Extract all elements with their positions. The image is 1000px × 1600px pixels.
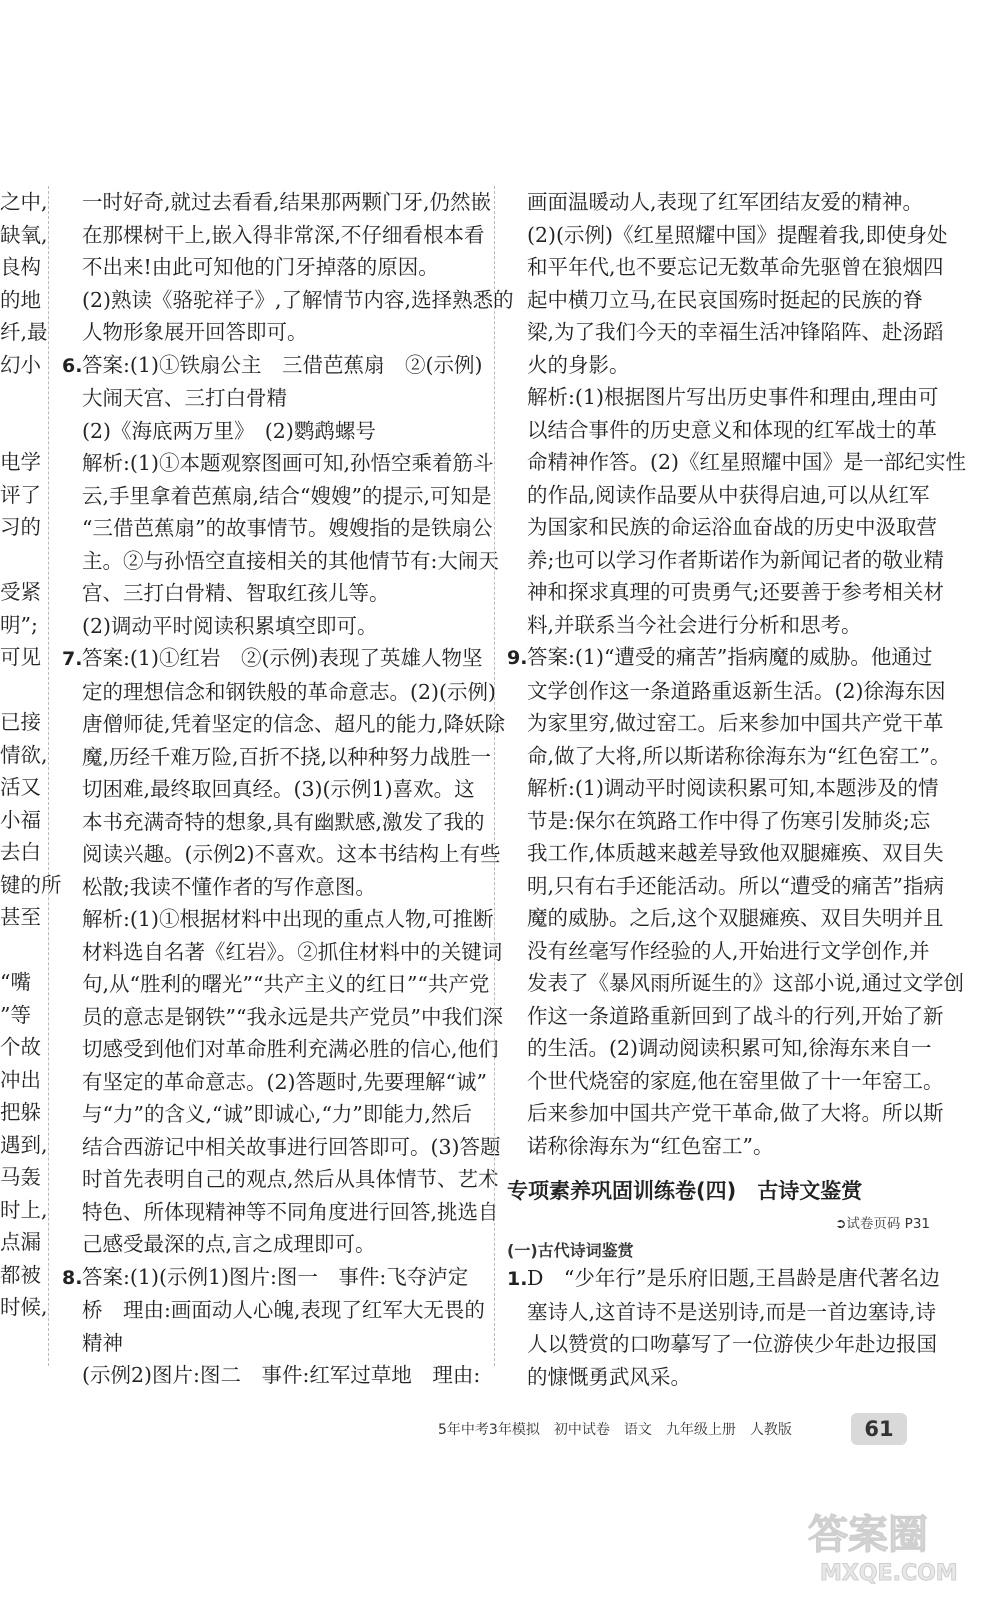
text-line (62, 251, 487, 284)
text-line (62, 642, 487, 676)
fragment-line (0, 414, 40, 447)
column-divider (48, 186, 49, 1366)
watermark-logo (800, 1500, 990, 1590)
line-text: 定的理想信念和钢铁般的革命意志。(2)(示例) (82, 679, 497, 704)
text-line (62, 773, 487, 806)
fragment-line: 已接 (0, 710, 41, 734)
line-text: 的生活。(2)调动阅读积累可知,徐海东来自一 (527, 1036, 932, 1060)
text-line (507, 479, 937, 512)
line-text: 料,并联系当今社会进行分析和思考。 (527, 612, 862, 637)
line-text: 阅读兴趣。(示例2)不喜欢。这本书结构上有些 (82, 842, 501, 866)
line-text: 本书充满奇特的想象,具有幽默感,激发了我的 (82, 809, 485, 834)
text-line (62, 1228, 487, 1261)
line-text: 不出来!由此可知他的门牙掉落的原因。 (82, 255, 439, 279)
fragment-line: 评了 (0, 482, 41, 507)
fragment-line: 之中, (0, 190, 48, 214)
text-line (507, 772, 937, 805)
watermark-line2: MXQE.COM (820, 1561, 958, 1586)
line-text: 我工作,体质越来越差导致他双腿瘫痪、双目失 (527, 841, 944, 865)
line-text: (2)熟读《骆驼祥子》,了解情节内容,选择熟悉的 (82, 287, 514, 312)
line-text: 答案:(1)“遭受的痛苦”指病魔的威胁。他通过 (527, 645, 933, 669)
text-line (507, 935, 937, 968)
question-number: 9. (507, 647, 528, 669)
line-text: 人以赞赏的口吻摹写了一位游侠少年赴边报国 (527, 1332, 937, 1356)
line-text: 为国家和民族的命运浴血奋战的历史中汲取营 (527, 515, 937, 539)
text-line (507, 1296, 937, 1329)
text-line (62, 1163, 499, 1196)
fragment-line: 时候, (0, 1295, 48, 1319)
text-line (507, 219, 948, 252)
text-line (507, 511, 937, 544)
line-text: 解析:(1)①本题观察图画可知,孙悟空乘着筋斗 (82, 451, 494, 475)
answer-column-left (62, 186, 514, 1392)
fragment-line: 受紧 (0, 580, 41, 604)
line-text: 画面温暖动人,表现了红军团结友爱的精神。 (527, 190, 924, 214)
text-line (62, 903, 494, 936)
text-line (62, 1098, 487, 1131)
text-line (62, 676, 497, 709)
line-text: 特色、所体现精神等不同角度进行回答,挑选自 (82, 1199, 499, 1224)
line-text: 桥 理由:画面动人心魄,表现了红军大无畏的 (82, 1298, 485, 1322)
text-line (62, 186, 492, 219)
line-text: 魔的威胁。之后,这个双腿瘫痪、双目失明并且 (527, 906, 944, 930)
text-line (507, 641, 937, 675)
text-line (62, 871, 487, 904)
line-text: 人物形象展开回答即可。 (82, 320, 308, 344)
text-line (507, 446, 967, 479)
line-text: 切感受到他们对革命胜利充满必胜的信心,他们 (82, 1037, 499, 1061)
text-line (62, 1033, 499, 1066)
text-line (62, 480, 492, 513)
question-number: 6. (62, 354, 83, 377)
text-line (62, 219, 487, 252)
line-text: “三借芭蕉扇”的故事情节。嫂嫂指的是铁扇公 (82, 516, 493, 540)
text-line (62, 1261, 487, 1295)
line-text: 员的意志是钢铁”“我永远是共产党员”中我们深 (82, 1004, 503, 1029)
text-line (62, 415, 487, 448)
fragment-line: 键的所 (0, 872, 62, 897)
fragment-line (0, 674, 40, 707)
text-line (507, 381, 937, 414)
column-divider (494, 186, 495, 1366)
text-line (62, 741, 492, 774)
fragment-line: 活又 (0, 775, 41, 799)
text-line (507, 284, 937, 317)
line-text: 文学创作这一条道路重返新生活。(2)徐海东因 (527, 678, 946, 703)
line-text: 后来参加中国共产党干革命,做了大将。所以斯 (527, 1101, 944, 1125)
line-text: 大闹天宫、三打白骨精 (82, 386, 287, 410)
text-line (507, 1130, 937, 1163)
fragment-line: 可见 (0, 645, 41, 669)
text-line (507, 1328, 937, 1361)
line-text: 与“力”的含义,“诚”即诚心,“力”即能力,然后 (82, 1102, 472, 1126)
question-number: 1. (507, 1268, 528, 1290)
line-text: 切困难,最终取回真经。(3)(示例1)喜欢。这 (82, 777, 475, 801)
text-line (62, 1131, 501, 1164)
line-text: 结合西游记中相关故事进行回答即可。(3)答题 (82, 1134, 501, 1159)
text-line (62, 316, 487, 349)
fragment-line: ”等 (0, 1002, 31, 1027)
text-line (507, 1361, 932, 1394)
text-line (507, 1262, 940, 1296)
line-text: 命,做了大将,所以斯诺称徐海东为“红色窑工”。 (527, 743, 951, 768)
line-text: 解析:(1)调动平时阅读积累可知,本题涉及的情 (527, 776, 939, 800)
text-line (62, 838, 501, 871)
line-text: 有坚定的革命意志。(2)答题时,先要理解“诚” (82, 1069, 488, 1094)
fragment-line: 电学 (0, 450, 41, 474)
fragment-line: 甚至 (0, 905, 41, 929)
line-text: 个世代烧窑的家庭,他在窑里做了十一年窑工。 (527, 1068, 944, 1093)
text-line (507, 576, 944, 609)
fragment-line: 把躲 (0, 1100, 41, 1124)
text-line (507, 316, 944, 349)
line-text: 作这一条道路重新回到了战斗的行列,开始了新 (527, 1003, 944, 1028)
line-text: 答案:(1)①红岩 ②(示例)表现了英雄人物坚 (82, 646, 483, 670)
text-line (62, 968, 490, 1001)
line-text: 梁,为了我们今天的幸福生活冲锋陷阵、赴汤蹈 (527, 320, 944, 344)
line-text: 主。②与孙悟空直接相关的其他情节有:大闹天 (82, 548, 499, 573)
text-line (62, 936, 503, 969)
text-line (507, 1065, 944, 1098)
text-line (507, 707, 944, 740)
text-line (62, 1359, 487, 1392)
question-1-answer (507, 1262, 940, 1393)
fragment-line: 时上, (0, 1197, 48, 1222)
text-line (62, 284, 514, 317)
line-text: 以结合事件的历史意义和体现的红军战士的革 (527, 417, 937, 442)
text-line (507, 251, 944, 284)
fragment-line: 良构 (0, 255, 41, 279)
line-text: 发表了《暴风雨所诞生的》这部小说,通过文学创 (527, 971, 965, 995)
text-line (507, 870, 944, 903)
line-text: 没有丝毫写作经验的人,开始进行文学创作,并 (527, 938, 930, 963)
line-text: 宫、三打白骨精、智取红孩儿等。 (82, 581, 390, 605)
line-text: 时首先表明自己的观点,然后从具体情节、艺术 (82, 1167, 499, 1191)
fragment-line: 习的 (0, 515, 41, 539)
sub-heading: (一)古代诗词鉴赏 (507, 1241, 634, 1260)
text-line (507, 967, 965, 1000)
page-reference: ➲试卷页码 P31 (835, 1216, 930, 1232)
question-number: 7. (62, 648, 83, 670)
text-line (62, 545, 499, 578)
line-text: (2)《海底两万里》 (2)鹦鹉螺号 (82, 418, 376, 443)
text-line (507, 414, 937, 447)
fragment-line: 缺氧, (0, 222, 48, 247)
text-line (507, 609, 937, 642)
line-text: 在那棵树干上,嵌入得非常深,不仔细看根本看 (82, 222, 485, 247)
line-text: 一时好奇,就过去看看,结果那两颗门牙,仍然嵌 (82, 190, 492, 214)
text-line (507, 740, 951, 773)
line-text: 解析:(1)①根据材料中出现的重点人物,可推断 (82, 907, 494, 931)
line-text: 答案:(1)①铁扇公主 三借芭蕉扇 ②(示例) (82, 352, 483, 377)
line-text: 和平年代,也不要忘记无数革命先驱曾在狼烟四 (527, 255, 944, 279)
footer-book-info: 5年中考3年模拟 初中试卷 语文 九年级上册 人教版 (438, 1422, 792, 1438)
line-text: 材料选自名著《红岩》。②抓住材料中的关键词 (82, 939, 503, 964)
text-line (507, 805, 937, 838)
line-text: 节是:保尔在筑路工作中得了伤寒引发肺炎;忘 (527, 808, 931, 833)
fragment-line: “嘴 (0, 970, 31, 994)
fragment-line (0, 381, 40, 414)
text-line (62, 447, 494, 480)
line-text: 句,从“胜利的曙光”“共产主义的红日”“共产党 (82, 972, 490, 996)
fragment-line: 纤,最 (0, 320, 48, 344)
line-text: 己感受最深的点,言之成理即可。 (82, 1232, 376, 1256)
fragment-line: 的地 (0, 287, 41, 312)
fragment-line: 马轰 (0, 1165, 41, 1189)
fragment-line (0, 934, 40, 967)
line-text: 解析:(1)根据图片写出历史事件和理由,理由可 (527, 385, 939, 409)
line-text: 的慷慨勇武风采。 (527, 1364, 691, 1389)
line-text: (2)(示例)《红星照耀中国》提醒着我,即使身处 (527, 222, 948, 247)
line-text: 神和探求真理的可贵勇气;还要善于参考相关材 (527, 580, 944, 604)
line-text: 精神 (82, 1330, 123, 1355)
fragment-line: 幻小 (0, 352, 41, 377)
text-line (62, 349, 487, 383)
text-line (62, 1196, 499, 1229)
line-text: 松散;我读不懂作者的写作意图。 (82, 874, 376, 899)
line-text: 明,只有右手还能活动。所以“遭受的痛苦”指病 (527, 873, 944, 898)
fragment-line: 遇到, (0, 1132, 48, 1157)
text-line (507, 837, 944, 870)
line-text: 答案:(1)(示例1)图片:图一 事件:飞夺泸定 (82, 1264, 469, 1289)
fragment-line: 去白 (0, 840, 41, 864)
line-text: 为家里穷,做过窑工。后来参加中国共产党干革 (527, 711, 944, 735)
line-text: 起中横刀立马,在民哀国殇时挺起的民族的脊 (527, 287, 924, 312)
left-page-fragment (0, 186, 62, 1324)
text-line (62, 382, 487, 415)
fragment-line: 小福 (0, 807, 41, 832)
line-text: 魔,历经千难万险,百折不挠,以种种努力战胜一 (82, 744, 492, 769)
section-heading: 专项素养巩固训练卷(四) 古诗文鉴赏 (507, 1179, 863, 1203)
fragment-line (0, 544, 40, 577)
line-text: (2)调动平时阅读积累填空即可。 (82, 613, 378, 638)
text-line (62, 1066, 487, 1099)
fragment-line: 明”; (0, 612, 38, 637)
line-text: 诺称徐海东为“红色窑工”。 (527, 1133, 774, 1158)
watermark-line1: 答案圈 (808, 1512, 928, 1558)
text-line (62, 708, 506, 741)
text-line (507, 1097, 944, 1130)
question-number: 8. (62, 1266, 83, 1289)
line-text: 云,手里拿着芭蕉扇,结合“嫂嫂”的提示,可知是 (82, 483, 492, 508)
line-text: 塞诗人,这首诗不是送别诗,而是一首边塞诗,诗 (527, 1299, 937, 1324)
text-line (62, 610, 487, 643)
page-number: 61 (851, 1413, 907, 1445)
text-line (507, 186, 937, 219)
text-line (62, 1294, 487, 1327)
text-line (507, 675, 946, 708)
fragment-line: 个故 (0, 1035, 41, 1059)
line-text: (示例2)图片:图二 事件:红军过草地 理由: (82, 1363, 481, 1387)
text-line (62, 577, 487, 610)
text-line (507, 349, 937, 382)
line-text: 的作品,阅读作品要从中获得启迪,可以从红军 (527, 482, 930, 507)
line-text: 唐僧师徒,凭着坚定的信念、超凡的能力,降妖除 (82, 712, 506, 736)
answer-column-right (507, 186, 967, 1162)
text-line (507, 902, 944, 935)
fragment-line: 都被 (0, 1262, 41, 1287)
fragment-line: 点漏 (0, 1230, 41, 1254)
text-line (62, 806, 487, 839)
text-line (62, 512, 493, 545)
text-line (507, 544, 944, 577)
text-line (62, 1327, 487, 1360)
line-text: 养;也可以学习作者斯诺作为新闻记者的敬业精 (527, 547, 944, 572)
text-line (62, 1001, 503, 1034)
line-text: D “少年行”是乐府旧题,王昌龄是唐代著名边 (527, 1266, 940, 1290)
fragment-line: 冲出 (0, 1067, 41, 1092)
text-line (507, 1032, 937, 1065)
fragment-line: 情欲, (0, 742, 48, 767)
line-text: 火的身影。 (527, 352, 630, 377)
line-text: 命精神作答。(2)《红星照耀中国》是一部纪实性 (527, 450, 967, 474)
text-line (507, 1000, 944, 1033)
